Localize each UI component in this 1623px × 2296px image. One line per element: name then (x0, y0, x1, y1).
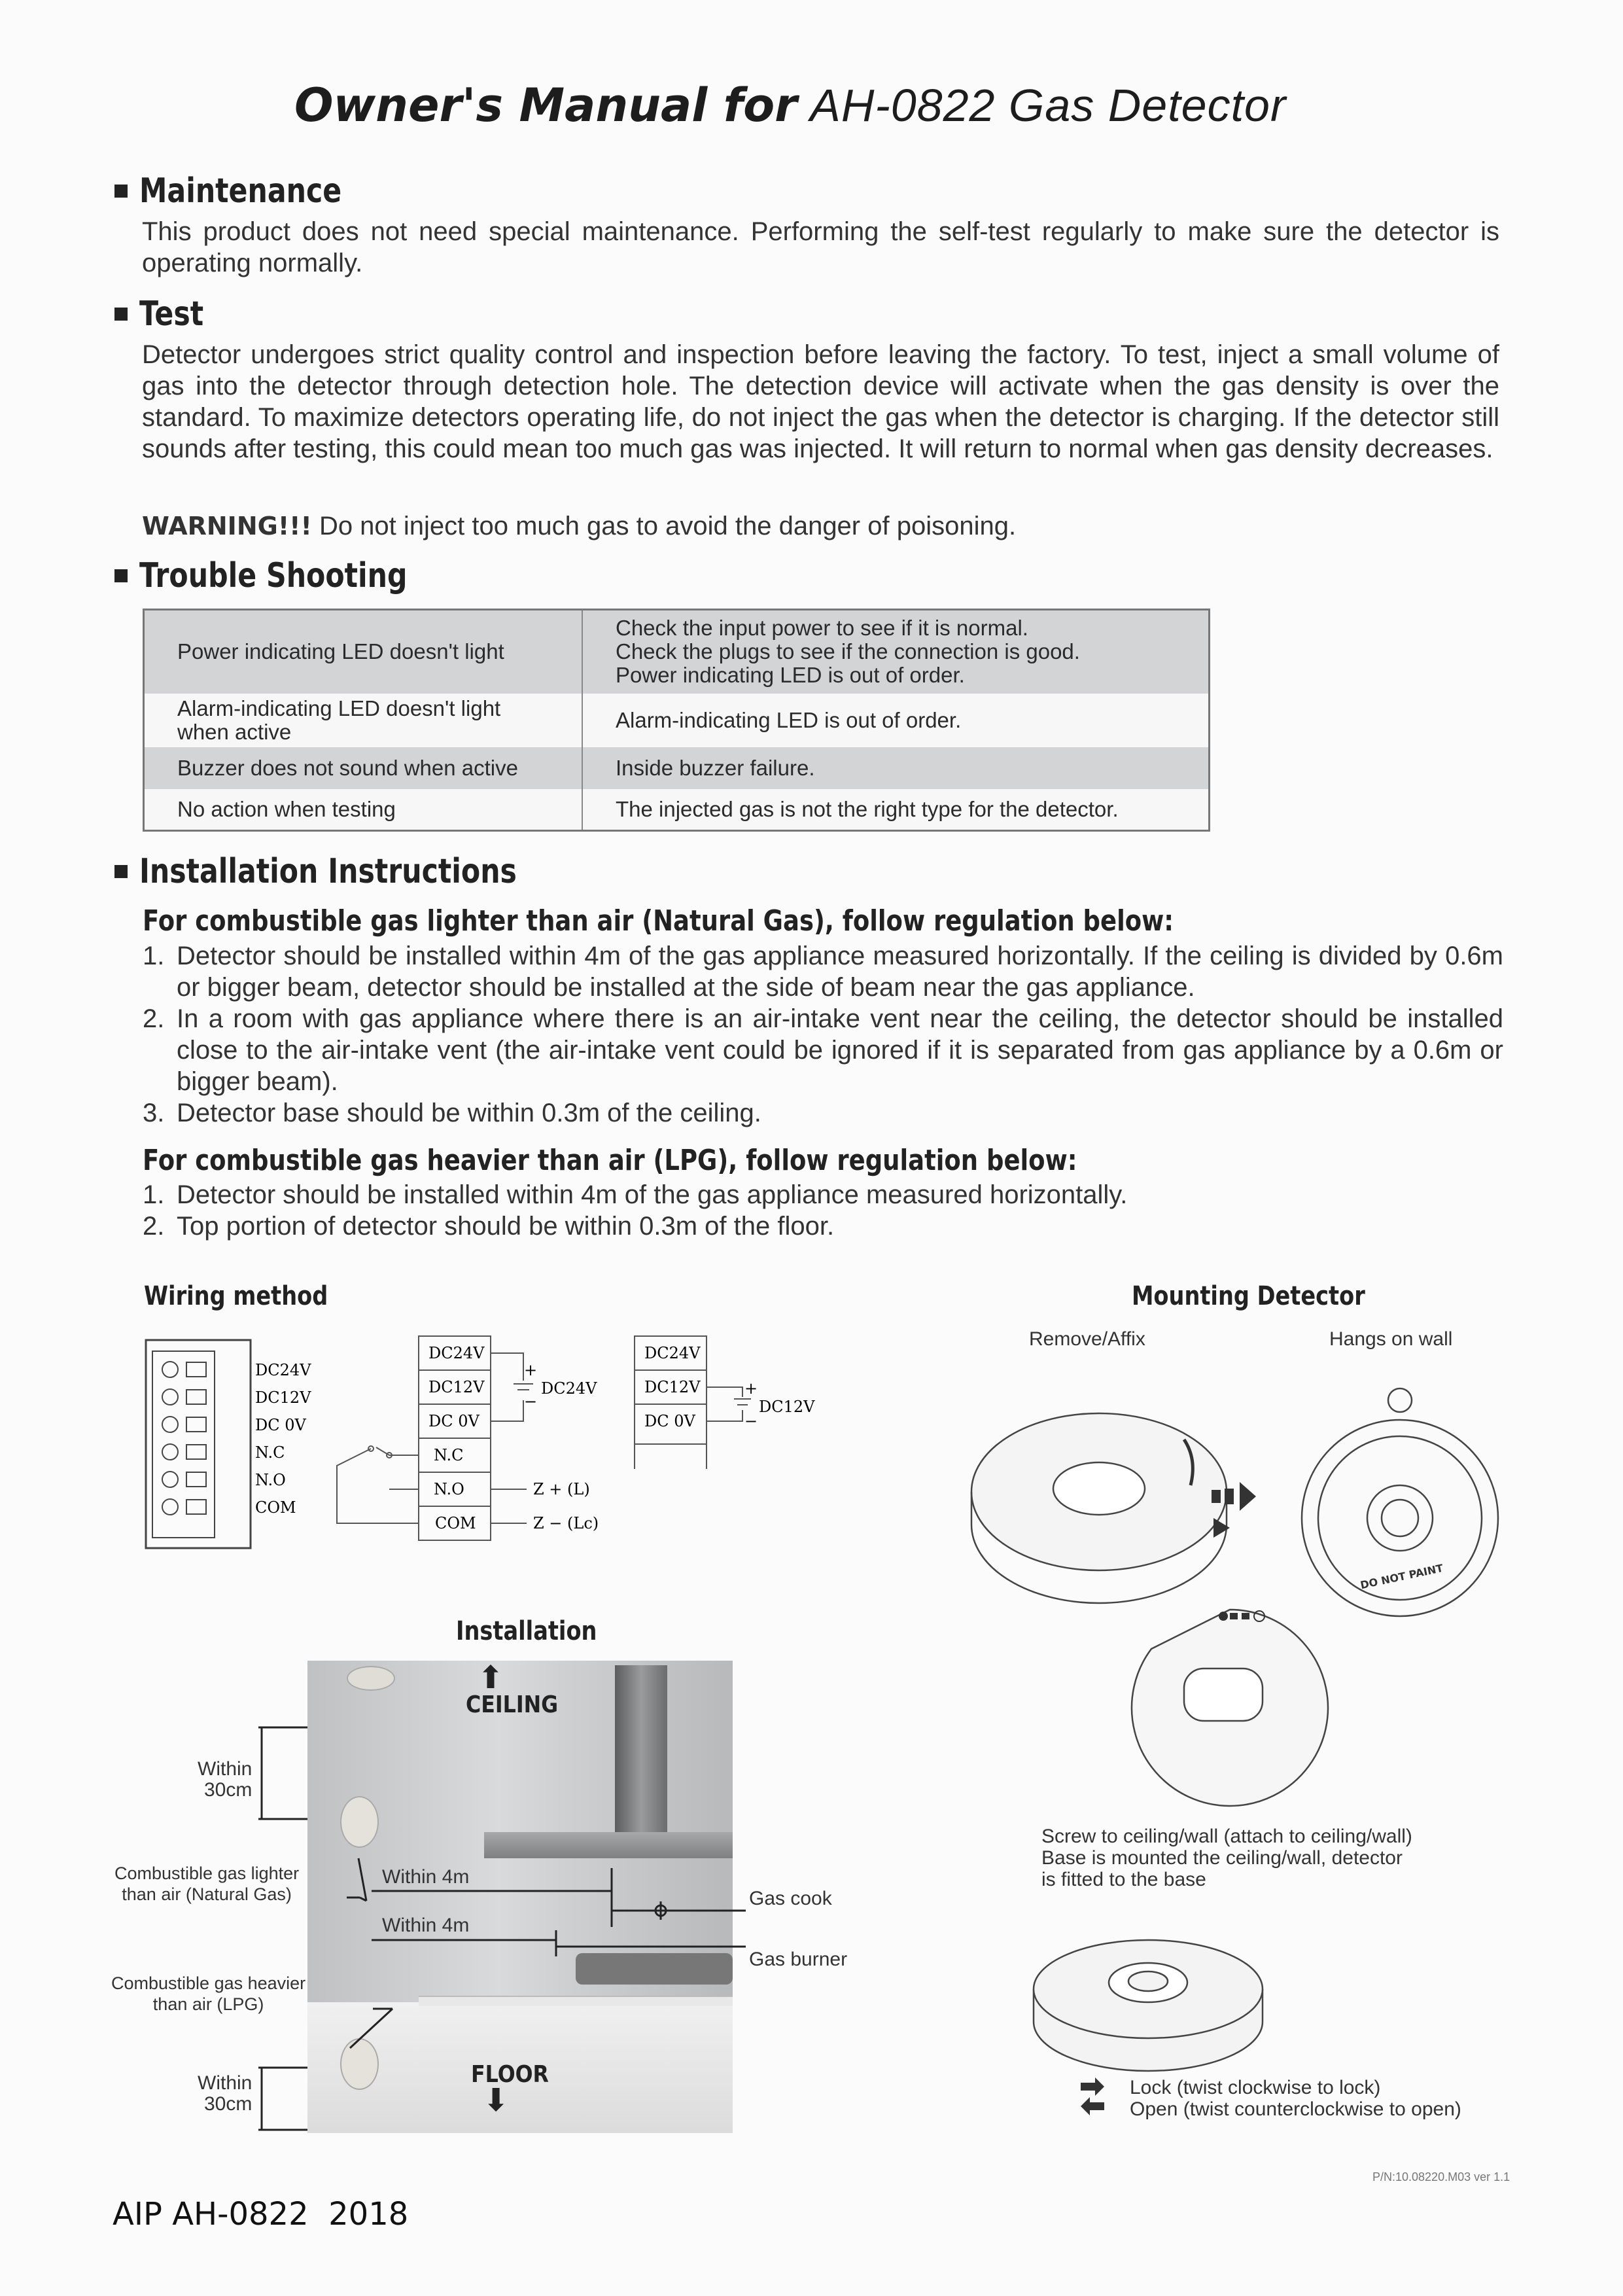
natural-gas-label: Combustible gas lighter than air (Natural Gas) (114, 1863, 300, 1904)
installation-lines (249, 1701, 811, 2133)
list-item: 1. Detector should be installed within 4m of the gas appliance measured horizontally. (143, 1180, 1128, 1209)
solution-cell: The injected gas is not the right type for the detector. (582, 789, 1210, 831)
svg-text:DC 0V: DC 0V (428, 1412, 480, 1430)
svg-text:DC 0V: DC 0V (644, 1412, 695, 1430)
list-item: 3. Detector base should be within 0.3m of the ceiling. (143, 1099, 761, 1127)
lighter-list (143, 940, 1503, 1129)
bullet-square-icon (114, 308, 128, 321)
problem-cell: Power indicating LED doesn't light (144, 610, 583, 694)
svg-text:+: + (524, 1361, 538, 1379)
terminal-label: DC24V (255, 1361, 311, 1379)
problem-cell: Buzzer does not sound when active (144, 747, 583, 789)
z-minus-label: Z − (Lc) (533, 1514, 599, 1532)
svg-text:DC24V: DC24V (428, 1344, 485, 1362)
svg-text:COM: COM (435, 1514, 476, 1532)
svg-text:DC12V: DC12V (428, 1378, 485, 1396)
lock-illustration (1027, 1911, 1276, 2074)
gas-burner-label: Gas burner (749, 1949, 848, 1970)
svg-text:DC12V: DC12V (644, 1378, 701, 1396)
trouble-heading: Trouble Shooting (114, 556, 466, 595)
screw-illustration (1125, 1597, 1335, 1812)
heavier-heading: For combustible gas heavier than air (LPG), follow regulation below: (143, 1144, 1077, 1177)
open-label: Open (twist counterclockwise to open) (1130, 2098, 1461, 2120)
within-4m-lpg: Within 4m (382, 1915, 470, 1936)
remove-affix-label: Remove/Affix (1029, 1328, 1145, 1350)
z-plus-label: Z + (L) (533, 1480, 590, 1498)
do-not-paint-label: DO NOT PAINT (1359, 1561, 1444, 1592)
problem-cell: No action when testing (144, 789, 583, 831)
hangs-on-wall-label: Hangs on wall (1329, 1328, 1453, 1350)
wiring-diagram (141, 1335, 638, 1551)
gas-cook-label: Gas cook (749, 1888, 832, 1909)
svg-text:−: − (744, 1412, 758, 1430)
terminal-label: DC 0V (255, 1416, 306, 1434)
title-bold: Owner's Manual for (294, 79, 797, 132)
solution-cell: Check the input power to see if it is normal. Check the plugs to see if the connection is good. Power indicating LED is out of order. (582, 610, 1210, 694)
screw-text: Screw to ceiling/wall (attach to ceiling/wall) Base is mounted the ceiling/wall, detector is fitted to the base (1041, 1826, 1412, 1890)
bullet-square-icon (114, 865, 128, 878)
table-row (144, 789, 1210, 831)
solution-cell: Alarm-indicating LED is out of order. (582, 694, 1210, 747)
arrow-up-icon: ⬆ (477, 1661, 504, 1695)
twist-arrow-icon (1081, 2077, 1107, 2117)
page-title (294, 79, 1286, 132)
test-text: Detector undergoes strict quality control and inspection before leaving the factory. To test, inject a small volume of gas into the detector through detection hole. The detection device will activate when the gas density is over the standard. To maximize detectors operating life, do not inject the gas when the detector is charging. If the detector still sounds after testing, this could mean too much gas was injected. It will return to normal when gas density decreases. (142, 340, 1499, 463)
maintenance-text: This product does not need special maintenance. Performing the self-test regularly to make sure the detector is operating normally. (142, 217, 1499, 277)
mounting-illustration (968, 1361, 1544, 1623)
table-row (144, 694, 1210, 747)
supply-12-label: DC12V (759, 1398, 815, 1416)
problem-cell: Alarm-indicating LED doesn't light when active (144, 694, 583, 747)
bullet-square-icon (114, 185, 128, 198)
terminal-label: DC12V (255, 1388, 311, 1407)
wiring-diagram-12v (628, 1335, 844, 1485)
maintenance-heading: Maintenance (114, 171, 386, 211)
table-row (144, 747, 1210, 789)
trouble-table (143, 609, 1210, 832)
ceiling-label: CEILING (466, 1691, 559, 1718)
supply-24-label: DC24V (541, 1379, 597, 1398)
title-model: AH-0822 Gas Detector (810, 80, 1287, 131)
lighter-heading: For combustible gas lighter than air (Natural Gas), follow regulation below: (143, 904, 1174, 938)
within-4m-natural: Within 4m (382, 1866, 470, 1888)
install-heading: Installation Instructions (114, 852, 600, 891)
solution-cell: Inside buzzer failure. (582, 747, 1210, 789)
terminal-label: N.O (255, 1471, 286, 1489)
within-30-bottom: Within 30cm (198, 2072, 253, 2115)
footer-code: AIP AH-0822 2018 (113, 2196, 409, 2233)
part-number: P/N:10.08220.M03 ver 1.1 (1372, 2170, 1510, 2183)
terminal-label: N.C (255, 1443, 285, 1462)
installation-caption: Installation (456, 1616, 597, 1646)
bullet-square-icon (114, 569, 128, 582)
heavier-list (143, 1179, 1503, 1242)
svg-text:N.O: N.O (434, 1480, 464, 1498)
svg-text:−: − (524, 1392, 538, 1411)
list-item: 2. In a room with gas appliance where there is an air-intake vent near the ceiling, the detector should be installed close to the air-intake vent (the air-intake vent could be ignored if it is separated from gas appliance by a 0.6m or bigger beam). (143, 1004, 1503, 1096)
terminal-label: COM (255, 1498, 296, 1517)
svg-text:DC24V: DC24V (644, 1344, 701, 1362)
lpg-label: Combustible gas heavier than air (LPG) (111, 1973, 306, 2014)
warning-label: WARNING!!! (142, 512, 312, 540)
test-warning (142, 510, 1499, 542)
test-heading: Test (114, 294, 218, 334)
ceiling-detector (347, 1666, 395, 1691)
mounting-caption: Mounting Detector (1132, 1281, 1365, 1311)
table-row (144, 610, 1210, 694)
warning-text: Do not inject too much gas to avoid the danger of poisoning. (319, 512, 1017, 540)
floor-label: FLOOR (471, 2061, 549, 2088)
list-item: 2. Top portion of detector should be within 0.3m of the floor. (143, 1212, 835, 1241)
within-30-top: Within 30cm (198, 1758, 253, 1801)
wiring-caption: Wiring method (144, 1281, 328, 1311)
lock-label: Lock (twist clockwise to lock) (1130, 2077, 1381, 2098)
list-item: 1. Detector should be installed within 4m of the gas appliance measured horizontally. If the ceiling is divided by 0.6m or bigger beam, detector should be installed at the side of beam near the gas appliance. (143, 942, 1503, 1002)
arrow-down-icon: ⬇ (483, 2083, 510, 2118)
svg-text:N.C: N.C (434, 1446, 464, 1464)
svg-text:+: + (744, 1379, 758, 1398)
